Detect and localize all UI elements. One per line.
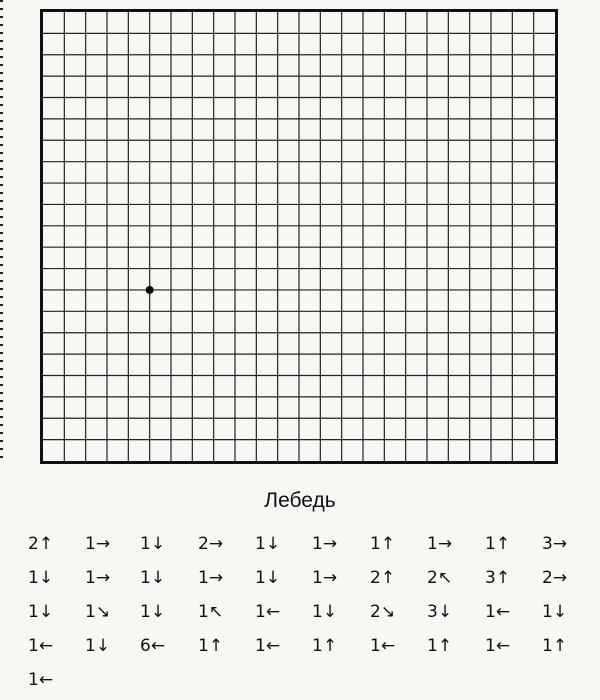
step-instruction: 3↓ <box>427 602 453 622</box>
step-instruction: 1← <box>28 636 54 656</box>
drawing-grid <box>40 9 558 464</box>
step-instruction: 2→ <box>542 568 568 588</box>
step-instruction: 1↓ <box>28 602 54 622</box>
step-instruction: 1← <box>255 602 281 622</box>
step-instruction: 1↓ <box>28 568 54 588</box>
step-instruction: 1→ <box>85 534 111 554</box>
worksheet-title: Лебедь <box>264 489 336 512</box>
step-instruction: 1→ <box>427 534 453 554</box>
step-instruction: 6← <box>140 636 166 656</box>
step-instruction: 2↑ <box>28 534 54 554</box>
step-instruction: 1↑ <box>198 636 224 656</box>
step-instruction: 1→ <box>198 568 224 588</box>
step-instruction: 1↓ <box>255 568 281 588</box>
step-instruction: 1→ <box>312 568 338 588</box>
step-instruction: 1↖ <box>198 602 224 622</box>
step-instruction: 1↓ <box>312 602 338 622</box>
step-instruction: 1← <box>485 602 511 622</box>
step-instruction: 2↑ <box>370 568 396 588</box>
step-instruction: 2↘ <box>370 602 396 622</box>
step-instruction: 1↑ <box>427 636 453 656</box>
step-instruction: 1→ <box>312 534 338 554</box>
step-instruction: 1→ <box>85 568 111 588</box>
step-instruction: 1← <box>370 636 396 656</box>
step-instruction: 1↓ <box>542 602 568 622</box>
step-instruction: 3↑ <box>485 568 511 588</box>
step-instruction: 1↓ <box>140 568 166 588</box>
step-instruction: 1↓ <box>140 602 166 622</box>
step-instruction: 1↓ <box>85 636 111 656</box>
step-instruction: 1↓ <box>255 534 281 554</box>
step-instruction: 1← <box>28 670 54 690</box>
page-edge-perforation <box>0 0 3 460</box>
step-instruction: 1↑ <box>370 534 396 554</box>
step-instructions <box>0 530 600 700</box>
step-instruction: 3→ <box>542 534 568 554</box>
grid-lines <box>43 12 555 461</box>
step-instruction: 2→ <box>198 534 224 554</box>
step-instruction: 1↑ <box>542 636 568 656</box>
step-instruction: 1↑ <box>312 636 338 656</box>
step-instruction: 1↓ <box>140 534 166 554</box>
step-instruction: 1← <box>255 636 281 656</box>
start-point-dot <box>146 286 154 294</box>
step-instruction: 2↖ <box>427 568 453 588</box>
step-instruction: 1↘ <box>85 602 111 622</box>
step-instruction: 1← <box>485 636 511 656</box>
step-instruction: 1↑ <box>485 534 511 554</box>
